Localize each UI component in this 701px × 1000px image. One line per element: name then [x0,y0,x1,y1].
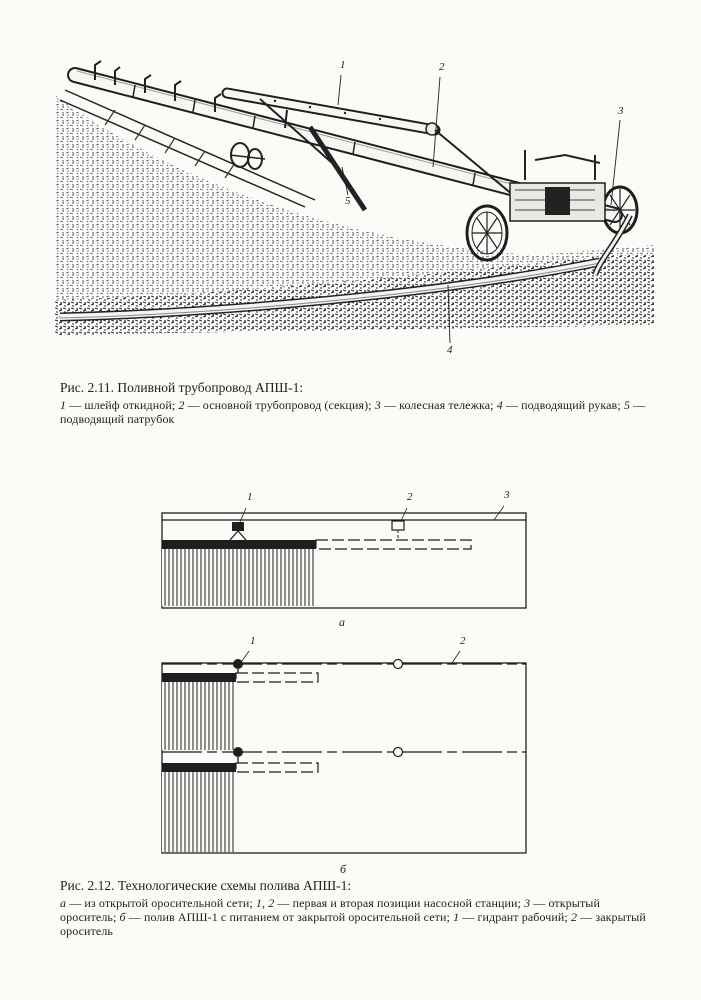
figure-2-11-caption-title: Рис. 2.11. Поливной трубопровод АПШ-1: [60,380,304,395]
callout-3: 3 [618,105,624,117]
figure-2-12-caption [60,878,650,938]
scheme-a-callout-3: 3 [504,489,510,501]
irrigated-strip-b1 [162,682,236,750]
far-cart-wheels [230,143,265,169]
callout-5: 5 [345,195,351,207]
figure-2-12-caption-title: Рис. 2.12. Технологические схемы полива АПШ-1: [60,878,352,893]
callout-4: 4 [447,344,453,356]
pump-position-1 [232,522,244,531]
figure-2-11-illustration [55,55,655,375]
figure-2-12-caption-body: а — из открытой оросительной сети; 1, 2 — первая и вторая позиции насосной станции; 3 — открытый ороситель; б — полив АПШ-1 с питанием от закрытой оросительной сети; 1 — гидрант рабочий; 2 — закрытый ороситель [60,896,646,938]
hydrant-working-2 [233,747,243,757]
pipeline-engraving [55,55,655,375]
pump-position-2 [392,521,404,530]
irrigated-strip-b2 [162,772,236,852]
callout-1: 1 [340,59,346,71]
irrigated-strip-a [162,549,316,606]
scheme-b-callout-2: 2 [460,635,466,647]
hydrant-working-1 [233,659,243,669]
scheme-b-callout-1: 1 [250,635,256,647]
figure-2-12-schemes [160,488,532,863]
callout-2: 2 [439,61,445,73]
scheme-b-label: б [340,862,347,876]
scheme-a-label: а [339,615,345,629]
scheme-a-callout-2: 2 [407,491,413,503]
irrigation-schemes-diagram [160,488,532,863]
scheme-b [162,651,526,853]
scheme-a-callout-1: 1 [247,491,253,503]
figure-2-11-caption-body: 1 — шлейф откидной; 2 — основной трубопровод (секция); 3 — колесная тележка; 4 — подводящий рукав; 5 — подводящий патрубок [60,398,646,426]
pipeline-position-1 [162,540,316,549]
figure-2-11-caption [60,380,650,426]
scheme-a [162,506,526,608]
pipeline-position-2 [316,540,471,549]
